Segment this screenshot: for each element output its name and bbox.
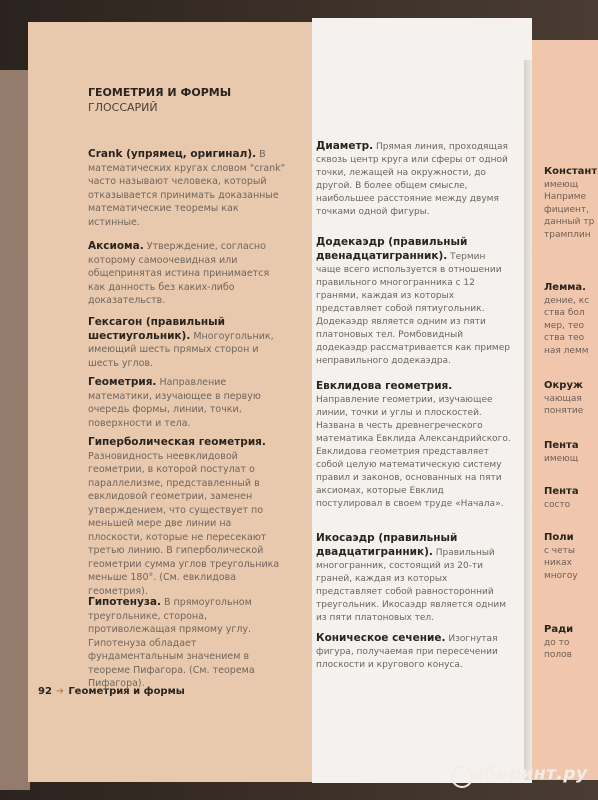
glossary-entry-hexagon	[88, 316, 288, 370]
glossary-entry-euclidean	[316, 380, 512, 511]
partial-line: имеющ	[544, 453, 579, 464]
partial-line: ная лемм	[544, 345, 589, 356]
arrow-right-icon: ➜	[55, 686, 65, 697]
partial-line: дение, кс	[544, 295, 590, 306]
footer-section-title: Геометрия и формы	[68, 686, 185, 697]
glossary-definition: В прямоугольном треугольнике, сторона, противолежащая прямому углу. Гипотенуза обладает фундаментальным значением в теореме Пифагора. (См. теорема Пифагора).	[88, 597, 255, 689]
glossary-entry-dodecahedron	[316, 236, 512, 368]
glossary-definition: Направление математики, изучающее в первую очередь формы, линии, точки, поверхности и тела.	[88, 377, 261, 429]
glossary-entry-geometry	[88, 376, 288, 430]
page-number: 92	[38, 686, 52, 697]
page-subtitle: ГЛОССАРИЙ	[88, 101, 158, 114]
glossary-term: Гиперболическая геометрия.	[88, 436, 266, 448]
glossary-entry-conic-section	[316, 632, 512, 672]
partial-line: трамплин	[544, 229, 591, 240]
glossary-definition: Направление геометрии, изучающее линии, точки и углы и плоскостей. Названа в честь древнегреческого математика Евклида Александрийского. Евклидова геометрия представляет собой целую математическую систему правил и законов, основанных на пяти аксиомах, которые Евклид постулировал в своем труде «Начала».	[316, 395, 511, 509]
partial-line: мер, тео	[544, 320, 585, 331]
glossary-entry-hyperbolic	[88, 436, 288, 598]
glossary-definition: Утверждение, согласно которому самоочевидная или общепринятая истина принимается как данность без каких-либо доказательств.	[88, 241, 270, 306]
glossary-entry-crank	[88, 148, 288, 229]
glossary-term: Гексагон (правильный шестиугольник).	[88, 316, 225, 342]
glossary-entry-axiom	[88, 240, 288, 308]
glossary-definition: Прямая линия, проходящая сквозь центр круга или сферы от одной точки, лежащей на окружности, до другой. В более общем смысле, наибольшее расстояние между двумя точками одной фигуры.	[316, 142, 508, 217]
glossary-definition: Разновидность неевклидовой геометрии, в которой постулат о параллелизме, представленный в евклидовой геометрии, заменен утверждением, что существует по меньшей мере две линии на плоскости, которые не пересекают третью линию. В гиперболической геометрии сумма углов треугольника меньше 180°. (См. евклидова геометрия).	[88, 450, 280, 597]
partial-line: ства бол	[544, 308, 585, 318]
glossary-definition: Изогнутая фигура, получаемая при пересечении плоскости и кругового конуса.	[316, 634, 498, 670]
glossary-term: Пента	[544, 440, 579, 451]
glossary-term: Диаметр.	[316, 140, 374, 152]
partial-line: данный тр	[544, 217, 595, 227]
partial-entry-lemma	[544, 282, 598, 357]
partial-entry-radius	[544, 624, 598, 662]
glossary-term: Окруж	[544, 380, 583, 391]
glossary-entry-icosahedron	[316, 532, 512, 625]
partial-line: чающая	[544, 393, 582, 404]
page-title: ГЕОМЕТРИЯ И ФОРМЫ	[88, 86, 232, 99]
glossary-term: Констант	[544, 166, 598, 177]
glossary-term: Геометрия.	[88, 376, 157, 388]
partial-line: имеющ	[544, 179, 579, 190]
glossary-term: Ради	[544, 624, 574, 635]
page-footer	[38, 686, 185, 697]
glossary-definition: В математических кругах словом "crank" часто называют человека, который отказывается принимать доказанные математические теоремы как истинные.	[88, 149, 286, 228]
partial-entry-pentomino	[544, 486, 598, 511]
glossary-definition: Многоугольник, имеющий шесть прямых сторон и шесть углов.	[88, 330, 274, 369]
partial-entry-pentagon	[544, 440, 598, 465]
partial-line: фициент,	[544, 204, 590, 215]
glossary-entry-hypotenuse	[88, 596, 288, 691]
glossary-definition: Правильный многогранник, состоящий из 20-ти граней, каждая из которых представляет собой равносторонний треугольник. Икосаэдр является одним из пяти платоновых тел.	[316, 548, 507, 623]
partial-line: многоу	[544, 570, 578, 581]
glossary-term: Икосаэдр (правильный двадцатигранник).	[316, 532, 458, 558]
partial-line: с четы	[544, 545, 576, 556]
partial-entry-constant	[544, 166, 598, 241]
partial-line: понятие	[544, 406, 584, 416]
glossary-entry-diameter	[316, 140, 512, 219]
glossary-term: Коническое сечение.	[316, 632, 446, 644]
labyrinth-logo-icon	[451, 766, 473, 788]
glossary-definition: Термин чаще всего используется в отношении правильного многогранника с 12 гранями, каждая из которых представляет собой пятиугольник. Додекаэдр является одним из пяти платоновых тел. Ромбовидный додекаэдр рассматривается как пример неправильного додекаэдра.	[316, 252, 510, 366]
glossary-term: Пента	[544, 486, 579, 497]
watermark-text: абиринт.ру	[472, 764, 588, 784]
glossary-term: Crank (упрямец, оригинал).	[88, 148, 257, 160]
glossary-term: Поли	[544, 532, 574, 543]
glossary-term: Евклидова геометрия.	[316, 380, 453, 392]
partial-line: Наприме	[544, 192, 587, 202]
partial-line: ства тео	[544, 333, 585, 343]
partial-line: состо	[544, 499, 571, 510]
glossary-term: Аксиома.	[88, 240, 144, 252]
glossary-term: Лемма.	[544, 282, 586, 293]
partial-entry-poly	[544, 532, 598, 582]
glossary-term: Гипотенуза.	[88, 596, 161, 608]
partial-line: полов	[544, 650, 572, 660]
partial-line: до то	[544, 637, 570, 648]
glossary-term: Додекаэдр (правильный двенадцатигранник).	[316, 236, 468, 262]
partial-entry-circle	[544, 380, 598, 418]
partial-line: никах	[544, 558, 573, 568]
book-spine-edge	[0, 70, 30, 790]
